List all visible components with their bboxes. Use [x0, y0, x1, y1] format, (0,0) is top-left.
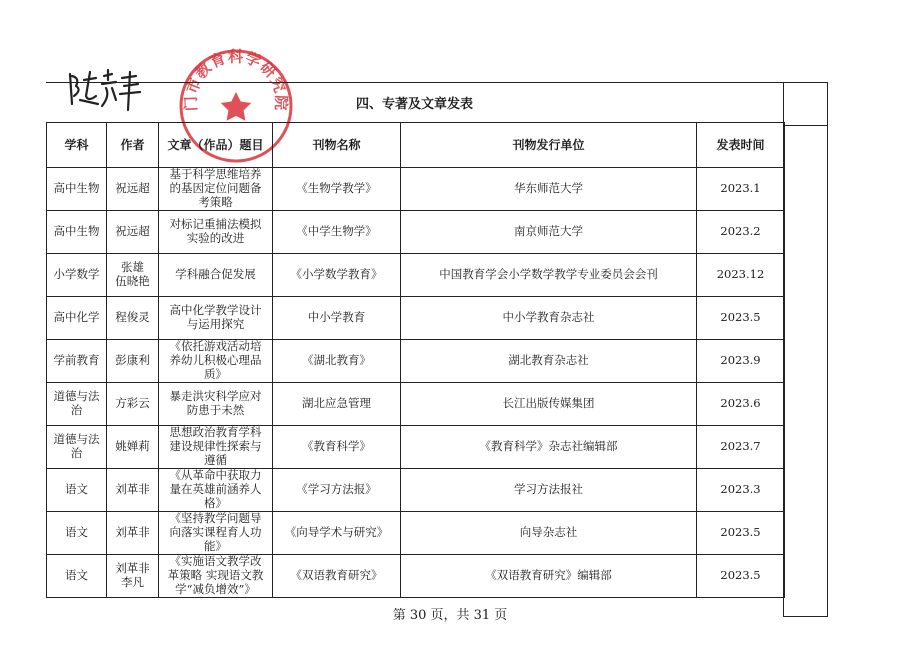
cell-journal-name: 《湖北教育》	[273, 340, 401, 383]
cell-publisher: 长江出版传媒集团	[401, 383, 697, 426]
cell-article-title: 对标记重捕法模拟实验的改进	[159, 211, 273, 254]
cell-article-title: 《从革命中获取力量在英雄前涵养人格》	[159, 469, 273, 512]
cell-publish-date: 2023.1	[697, 168, 785, 211]
cell-publish-date: 2023.5	[697, 512, 785, 555]
table-row	[47, 340, 785, 383]
cell-article-title: 基于科学思维培养的基因定位问题备考策略	[159, 168, 273, 211]
cell-publish-date: 2023.2	[697, 211, 785, 254]
cell-author: 张雄 伍晓艳	[107, 254, 159, 297]
table-row	[47, 211, 785, 254]
table-row	[47, 469, 785, 512]
table-header-row	[47, 123, 785, 168]
cell-subject: 小学数学	[47, 254, 107, 297]
table-row	[47, 254, 785, 297]
cell-subject: 道德与法治	[47, 426, 107, 469]
cell-subject: 高中化学	[47, 297, 107, 340]
cell-article-title: 《实施语文教学改革策略 实现语文教学“减负增效”》	[159, 555, 273, 598]
table-row	[47, 383, 785, 426]
cell-subject: 语文	[47, 512, 107, 555]
table-row	[47, 555, 785, 598]
cell-publish-date: 2023.5	[697, 555, 785, 598]
seal-text: 门市教育科学研究院	[181, 47, 291, 112]
side-margin-box	[783, 82, 828, 617]
cell-article-title: 《依托游戏活动培养幼儿积极心理品质》	[159, 340, 273, 383]
cell-publish-date: 2023.6	[697, 383, 785, 426]
header-publish-date: 发表时间	[697, 123, 785, 168]
header-author: 作者	[107, 123, 159, 168]
cell-journal-name: 《生物学教学》	[273, 168, 401, 211]
table-row	[47, 168, 785, 211]
cell-publish-date: 2023.7	[697, 426, 785, 469]
cell-journal-name: 《双语教育研究》	[273, 555, 401, 598]
cell-publisher: 中国教育学会小学数学教学专业委员会会刊	[401, 254, 697, 297]
cell-author: 程俊灵	[107, 297, 159, 340]
cell-publish-date: 2023.9	[697, 340, 785, 383]
cell-journal-name: 《教育科学》	[273, 426, 401, 469]
cell-subject: 语文	[47, 469, 107, 512]
cell-article-title: 学科融合促发展	[159, 254, 273, 297]
header-article-title: 文章（作品）题目	[159, 123, 273, 168]
cell-publisher: 学习方法报社	[401, 469, 697, 512]
cell-publisher: 中小学教育杂志社	[401, 297, 697, 340]
cell-subject: 道德与法治	[47, 383, 107, 426]
cell-author: 祝远超	[107, 168, 159, 211]
cell-journal-name: 《学习方法报》	[273, 469, 401, 512]
cell-publisher: 向导杂志社	[401, 512, 697, 555]
cell-publish-date: 2023.12	[697, 254, 785, 297]
cell-article-title: 《坚持教学问题导向落实课程育人功能》	[159, 512, 273, 555]
cell-subject: 高中生物	[47, 168, 107, 211]
table-row	[47, 426, 785, 469]
header-subject: 学科	[47, 123, 107, 168]
cell-author: 祝远超	[107, 211, 159, 254]
section-title: 四、专著及文章发表	[46, 82, 783, 122]
cell-author: 刘革非	[107, 512, 159, 555]
cell-publish-date: 2023.5	[697, 297, 785, 340]
cell-author: 彭康利	[107, 340, 159, 383]
header-publisher: 刊物发行单位	[401, 123, 697, 168]
cell-publisher: 南京师范大学	[401, 211, 697, 254]
cell-journal-name: 《小学数学教育》	[273, 254, 401, 297]
cell-author: 刘革非	[107, 469, 159, 512]
cell-author: 方彩云	[107, 383, 159, 426]
cell-journal-name: 中小学教育	[273, 297, 401, 340]
page-number-footer: 第 30 页，共 31 页	[392, 608, 508, 623]
table-row	[47, 297, 785, 340]
publications-table	[46, 122, 785, 598]
cell-journal-name: 湖北应急管理	[273, 383, 401, 426]
cell-journal-name: 《中学生物学》	[273, 211, 401, 254]
cell-subject: 高中生物	[47, 211, 107, 254]
cell-subject: 学前教育	[47, 340, 107, 383]
cell-subject: 语文	[47, 555, 107, 598]
table-row	[47, 512, 785, 555]
cell-article-title: 高中化学教学设计与运用探究	[159, 297, 273, 340]
cell-publisher: 湖北教育杂志社	[401, 340, 697, 383]
cell-article-title: 暴走洪灾科学应对防患于未然	[159, 383, 273, 426]
cell-publisher: 《教育科学》杂志社编辑部	[401, 426, 697, 469]
header-journal-name: 刊物名称	[273, 123, 401, 168]
cell-publisher: 《双语教育研究》编辑部	[401, 555, 697, 598]
cell-author: 姚婵莉	[107, 426, 159, 469]
cell-publisher: 华东师范大学	[401, 168, 697, 211]
cell-journal-name: 《向导学术与研究》	[273, 512, 401, 555]
cell-author: 刘革非 李凡	[107, 555, 159, 598]
cell-article-title: 思想政治教育学科建设规律性探索与遵循	[159, 426, 273, 469]
cell-publish-date: 2023.3	[697, 469, 785, 512]
